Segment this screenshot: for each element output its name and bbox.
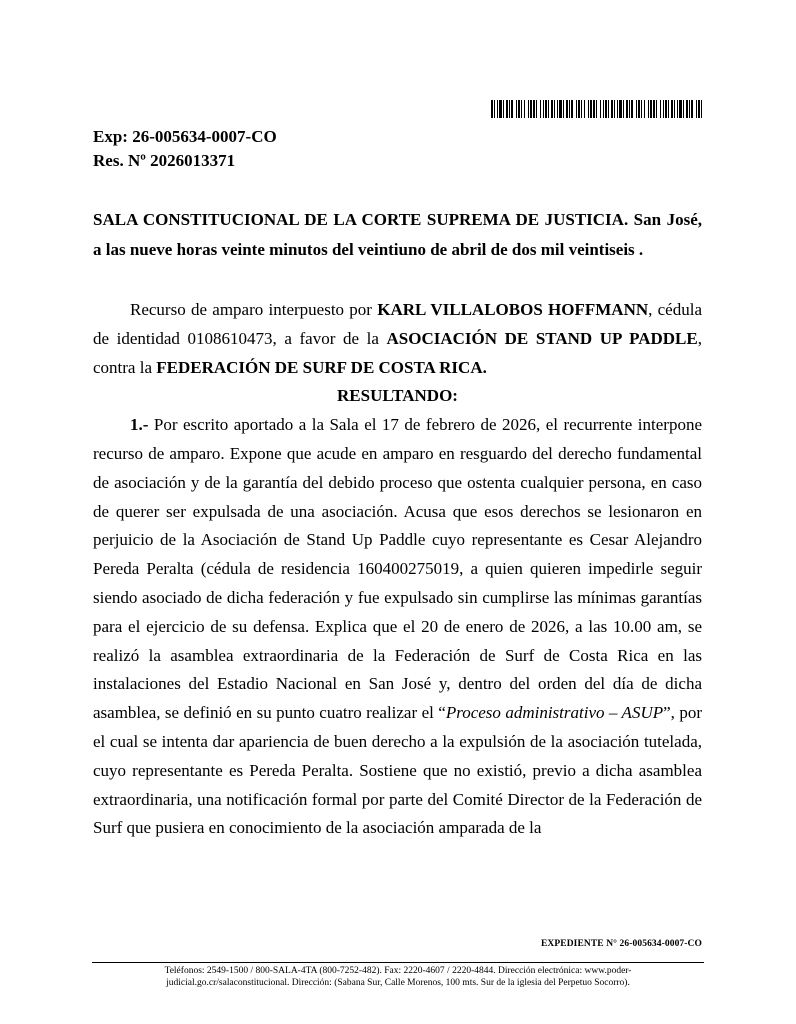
footer-contact-info [120, 966, 676, 989]
quoted-process-title: Proceso administrativo – ASUP [445, 703, 664, 723]
barcode-bar [545, 100, 547, 118]
barcode-bar [578, 100, 580, 118]
barcode-bar [499, 100, 502, 118]
barcode-bar [524, 100, 525, 118]
barcode-bar [521, 100, 522, 118]
barcode-bar [533, 100, 535, 118]
resultando-paragraph-1 [93, 411, 702, 843]
barcode-bar [660, 100, 661, 118]
barcode-bar [631, 100, 633, 118]
barcode-bar [636, 100, 637, 118]
barcode-bar [671, 100, 673, 118]
intro-text-2: , cédula de identidad 0108610473, a favor de la [93, 300, 702, 348]
barcode-bar [663, 100, 664, 118]
barcode-bar [511, 100, 513, 118]
barcode-bar [696, 100, 697, 118]
barcode-bar [653, 100, 655, 118]
footer-contact-line-2: judicial.go.cr/salaconstitucional. Dirección: (Sabana Sur, Calle Morenos, 100 mts. Sur de la iglesia del Perpetuo Socorro). [166, 977, 630, 988]
barcode-bar [665, 100, 667, 118]
barcode-bar [641, 100, 642, 118]
barcode-bar [497, 100, 498, 118]
barcode-bar [644, 100, 645, 118]
barcode-bar [656, 100, 657, 118]
barcode-bar [506, 100, 508, 118]
barcode-bar [689, 100, 690, 118]
barcode-bar [590, 100, 592, 118]
case-header [93, 125, 277, 173]
barcode-bar [557, 100, 558, 118]
barcode-bar [638, 100, 640, 118]
barcode-bar [619, 100, 622, 118]
barcode-bar [686, 100, 688, 118]
barcode-bar [576, 100, 577, 118]
barcode-bar [608, 100, 609, 118]
barcode-bar [536, 100, 537, 118]
barcode-bar [548, 100, 549, 118]
barcode-bar [518, 100, 520, 118]
barcode-bar [581, 100, 582, 118]
barcode-bar [677, 100, 678, 118]
barcode-bar [584, 100, 585, 118]
barcode-bar [551, 100, 553, 118]
barcode-bar [593, 100, 595, 118]
barcode-bar [611, 100, 613, 118]
barcode-bar [629, 100, 630, 118]
barcode-bar [530, 100, 532, 118]
barcode-bar [603, 100, 604, 118]
footer-divider [92, 962, 704, 963]
barcode-icon [491, 100, 703, 118]
intro-paragraph [93, 296, 702, 382]
barcode-bar [623, 100, 624, 118]
barcode-bar [563, 100, 564, 118]
barcode-bar [650, 100, 652, 118]
spacer [93, 264, 702, 296]
amparada-name: ASOCIACIÓN DE STAND UP PADDLE [386, 328, 698, 348]
barcode-bar [691, 100, 693, 118]
barcode-bar [600, 100, 601, 118]
barcode-bar [528, 100, 529, 118]
resolution-number: Res. Nº 2026013371 [93, 151, 236, 170]
court-heading: SALA CONSTITUCIONAL DE LA CORTE SUPREMA DE JUSTICIA. San José, a las nueve horas veinte minutos del veintiuno de abril de dos mil veintiseis . [93, 210, 702, 259]
barcode-bar [614, 100, 615, 118]
recurrida-name: FEDERACIÓN DE SURF DE COSTA RICA. [156, 357, 487, 377]
barcode-bar [509, 100, 510, 118]
barcode-bar [698, 100, 700, 118]
document-body [93, 205, 702, 843]
intro-text-1: Recurso de amparo interpuesto por [130, 300, 378, 319]
barcode-bar [596, 100, 597, 118]
resultando-heading: RESULTANDO: [337, 386, 458, 406]
footer-contact-line-1: Teléfonos: 2549-1500 / 800-SALA-4TA (800-7252-482). Fax: 2220-4607 / 2220-4844. Dirección electrónica: www.poder- [164, 966, 632, 976]
barcode-bar [566, 100, 568, 118]
barcode-bar [626, 100, 628, 118]
paragraph-text-a: Por escrito aportado a la Sala el 17 de febrero de 2026, el recurrente interpone recurso de amparo. Expone que acude en amparo en resguardo del derecho fundamental de asociación y de la garantía del debido proceso que ostenta cualquier persona, en caso de querer ser expulsada de una asociación. Acusa que esos derechos se lesionaron en perjuicio de la Asociación de Stand Up Paddle cuyo representante es Cesar Alejandro Pereda Peralta (cédula de residencia 160400275019, a quien quieren impedirle seguir siendo asociado de dicha federación y fue expulsado sin cumplirse las mínimas garantías para el ejercicio de su defensa. Explica que el 20 de enero de 2026, a las 10.00 am, se realizó la asamblea extraordinaria de la Federación de Surf de Costa Rica en las instalaciones del Estadio Nacional en San José y, dentro del orden del día de dicha asamblea, se definió en su punto cuatro realizar el “ [93, 415, 702, 723]
barcode-bar [588, 100, 589, 118]
paragraph-number: 1.- [130, 415, 149, 435]
barcode-bar [648, 100, 649, 118]
barcode-bar [491, 100, 493, 118]
barcode-bar [571, 100, 573, 118]
barcode-bar [494, 100, 495, 118]
barcode-bar [701, 100, 702, 118]
barcode-bar [554, 100, 555, 118]
barcode-bar [516, 100, 517, 118]
paragraph-text-b: ”, por el cual se intenta dar apariencia de buen derecho a la expulsión de la asociación tutelada, cuyo representante es Pereda Peralta. Sostiene que no existió, previo a dicha asamblea extraordinaria, una notificación formal por parte del Comité Director de la Federación de Surf que pusiera en conocimiento de la asociación amparada de la [93, 703, 702, 838]
barcode-bar [543, 100, 544, 118]
barcode-bar [617, 100, 618, 118]
barcode-bar [683, 100, 684, 118]
recurrente-name: KARL VILLALOBOS HOFFMANN [377, 300, 649, 319]
barcode-bar [540, 100, 541, 118]
expediente-number: Exp: 26-005634-0007-CO [93, 127, 277, 146]
barcode-bar [559, 100, 562, 118]
intro-text-3: , contra la [93, 328, 702, 377]
barcode-bar [503, 100, 504, 118]
barcode-bar [569, 100, 570, 118]
barcode-bar [679, 100, 682, 118]
footer-expediente: EXPEDIENTE N° 26-005634-0007-CO [540, 939, 702, 949]
barcode-bar [674, 100, 675, 118]
barcode-bar [668, 100, 669, 118]
barcode-bar [605, 100, 607, 118]
